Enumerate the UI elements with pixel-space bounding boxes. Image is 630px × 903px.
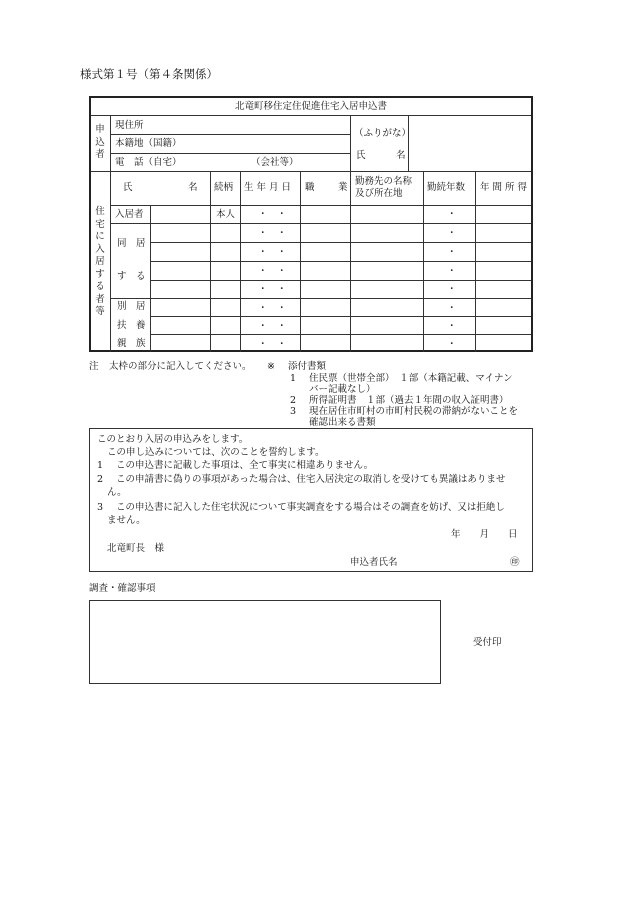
form-title: 北竜町移住定住促進住宅入居申込書 xyxy=(234,101,387,112)
pledge-num: 3 xyxy=(97,502,104,513)
name-label-1: 氏 xyxy=(356,150,366,161)
receipt-stamp-label: 受付印 xyxy=(473,637,502,648)
investigation-box xyxy=(89,600,441,684)
row-label-support: 扶 養 xyxy=(117,320,146,331)
attachment-num: 2 xyxy=(290,395,297,406)
row-label-separate: 別 居 xyxy=(117,301,146,312)
header-birthdate: 生 年 月 日 xyxy=(244,182,292,193)
header-relation: 続柄 xyxy=(214,182,234,193)
date-dots: ・ ・ xyxy=(258,303,287,314)
registered-domicile-label: 本籍地（国籍） xyxy=(115,138,182,149)
header-workplace-1: 勤務先の名称 xyxy=(355,176,413,187)
phone-company-label: （会社等） xyxy=(251,157,299,168)
note-text: 太枠の部分に記入してください。 xyxy=(109,361,252,372)
pledge-item: この申込書に記入した住宅状況について事実調査をする場合はその調査を妨げ、又は拒絶し xyxy=(116,502,505,513)
application-table xyxy=(89,96,533,352)
pledge-item-cont: ん。 xyxy=(107,487,127,498)
year-dot: ・ xyxy=(447,321,457,332)
seal-mark: ㊞ xyxy=(510,557,520,568)
date-dots: ・ ・ xyxy=(258,209,287,220)
applicant-section-label: 申込者 xyxy=(95,124,105,160)
attachment-num: 1 xyxy=(290,373,297,384)
declaration-intro: このとおり入居の申込みをします。 xyxy=(97,434,249,445)
header-workplace-2: 及び所在地 xyxy=(355,188,403,199)
attachment-num: 3 xyxy=(290,406,297,417)
row-label-cohabit-1: 同 居 xyxy=(117,238,146,249)
pledge-num: 2 xyxy=(97,474,104,485)
date-dots: ・ ・ xyxy=(258,284,287,295)
pledge-item-cont: ません。 xyxy=(107,515,146,526)
header-years: 勤続年数 xyxy=(427,182,466,193)
pledge-item: この申込書に記載した事項は、全て事実に相違ありません。 xyxy=(116,460,374,471)
year-dot: ・ xyxy=(447,303,457,314)
pledge-item: この申請書に偽りの事項があった場合は、住宅入居決定の取消しを受けても異議はありませ xyxy=(116,474,506,485)
declaration-box xyxy=(89,428,533,572)
header-name-2: 名 xyxy=(188,182,198,193)
year-dot: ・ xyxy=(447,228,457,239)
form-number: 様式第１号（第４条関係） xyxy=(80,67,218,81)
name-label-2: 名 xyxy=(396,150,406,161)
year-dot: ・ xyxy=(447,266,457,277)
date-dots: ・ ・ xyxy=(258,247,287,258)
declaration-pledge: この申し込みについては、次のことを誓約します。 xyxy=(107,447,325,458)
attachment-item-cont: 確認出来る書類 xyxy=(309,417,376,428)
row-label-cohabit-2: す る xyxy=(117,271,146,282)
date-dots: ・ ・ xyxy=(258,339,287,350)
header-occupation-1: 職 xyxy=(305,182,315,193)
note-label: 注 xyxy=(89,361,99,372)
addressee: 北竜町長 様 xyxy=(107,543,165,554)
date-dots: ・ ・ xyxy=(258,228,287,239)
attachment-item: 所得証明書 １部（過去１年間の収入証明書） xyxy=(309,395,509,406)
year-dot: ・ xyxy=(447,247,457,258)
investigation-label: 調査・確認事項 xyxy=(89,583,156,594)
attachment-mark: ※ xyxy=(267,361,275,372)
date-dots: ・ ・ xyxy=(258,266,287,277)
row-label-relatives: 親 族 xyxy=(117,338,146,349)
date-dots: ・ ・ xyxy=(258,321,287,332)
current-address-label: 現住所 xyxy=(115,120,144,131)
attachment-item-cont: バー記載なし） xyxy=(309,384,376,395)
row-label-applicant: 入居者 xyxy=(115,209,144,220)
attachment-item: 現在居住市町村の市町村民税の滞納がないことを xyxy=(309,406,519,417)
residents-section-label: 住宅に入居する者等 xyxy=(95,206,105,317)
year-dot: ・ xyxy=(447,339,457,350)
pledge-num: 1 xyxy=(97,460,104,471)
phone-home-label: 電 話（自宅） xyxy=(115,157,182,168)
year-dot: ・ xyxy=(447,284,457,295)
furigana-label: （ふりがな） xyxy=(354,128,412,139)
applicant-name-label: 申込者氏名 xyxy=(350,557,398,568)
attachment-title: 添付書類 xyxy=(288,361,327,372)
header-income: 年 間 所 得 xyxy=(480,182,528,193)
declaration-date: 年 月 日 xyxy=(451,529,518,540)
header-occupation-2: 業 xyxy=(338,182,348,193)
self-relation: 本人 xyxy=(216,209,236,220)
header-name-1: 氏 xyxy=(123,182,133,193)
year-dot: ・ xyxy=(447,209,457,220)
attachment-item: 住民票（世帯全部） １部（本籍記載、マイナン xyxy=(309,373,513,384)
